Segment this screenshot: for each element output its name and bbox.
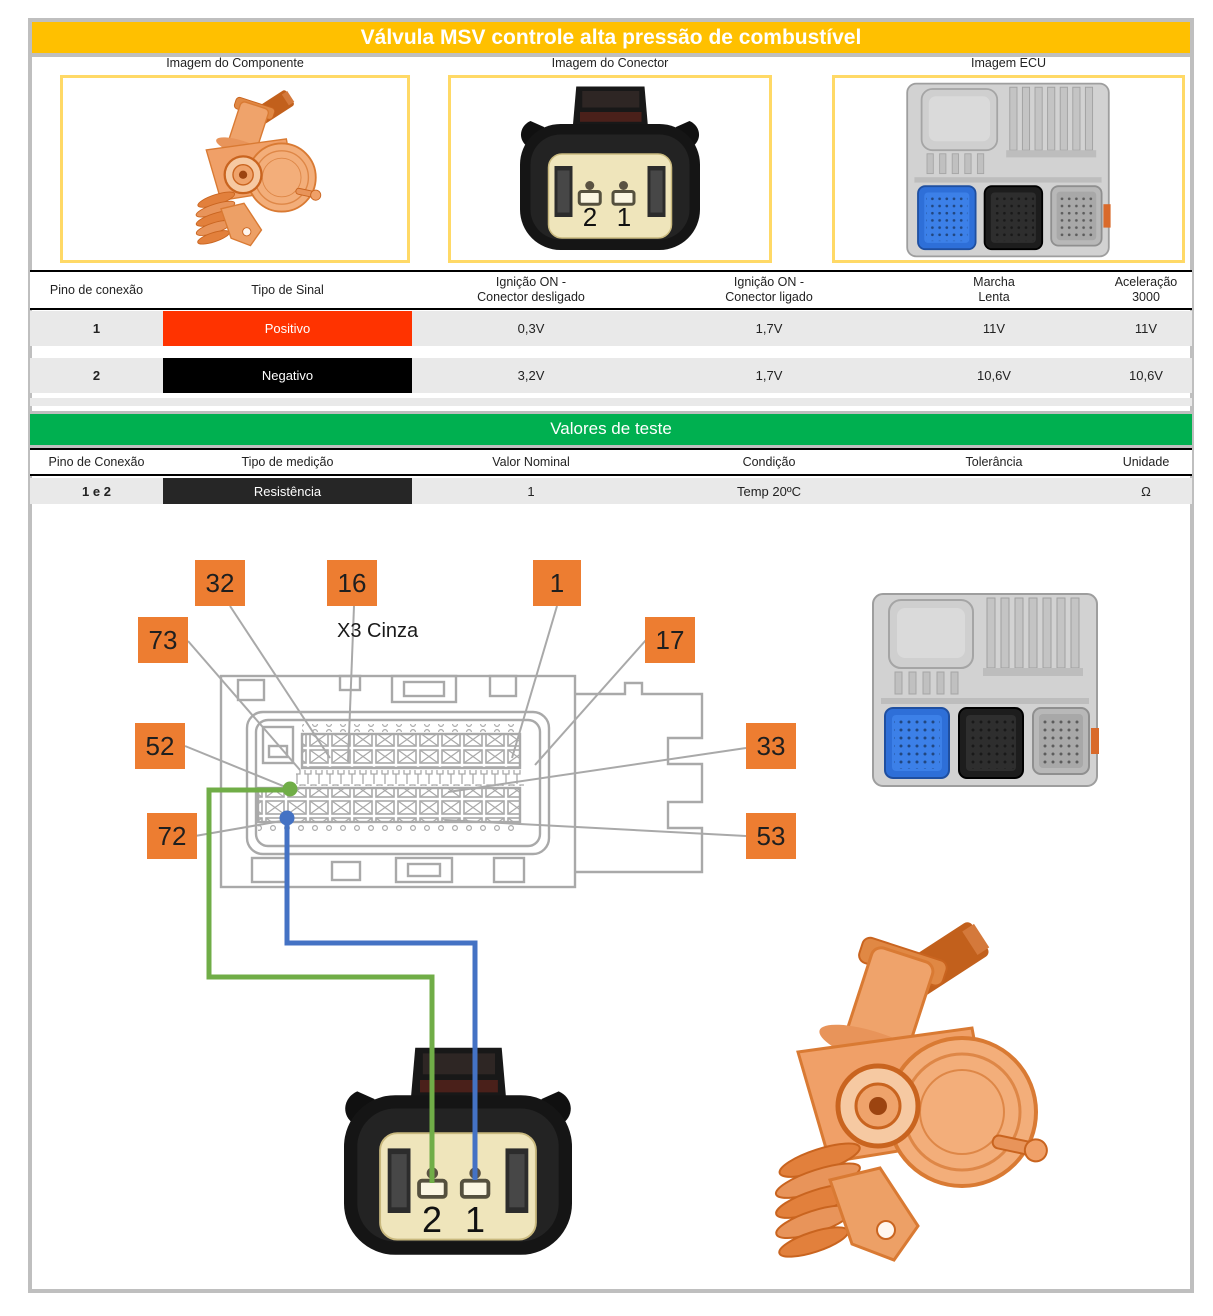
green-wire-terminal bbox=[283, 782, 298, 797]
test-row-condition: Temp 20ºC bbox=[737, 483, 801, 499]
pin-label-52: 52 bbox=[145, 731, 175, 761]
pin-label-72: 72 bbox=[157, 821, 187, 851]
header-idle: Marcha Lenta bbox=[973, 275, 1015, 304]
page-title: Válvula MSV controle alta pressão de combustível bbox=[32, 22, 1190, 57]
header-signal-type: Tipo de Sinal bbox=[251, 282, 324, 297]
x3-connector-drawing bbox=[221, 676, 702, 887]
connector-image-diagram bbox=[344, 1048, 572, 1255]
row1-v3: 11V bbox=[982, 321, 1006, 336]
pin-label-16: 16 bbox=[337, 568, 367, 598]
signal-table-header bbox=[30, 270, 1192, 310]
connector-pin1-label: 1 bbox=[464, 1199, 486, 1240]
pin-label-33: 33 bbox=[756, 731, 786, 761]
blue-wire-terminal bbox=[280, 811, 295, 826]
negative-badge: Negativo bbox=[163, 358, 412, 393]
test-row-pin: 1 e 2 bbox=[82, 483, 111, 499]
fuel-pump-image-diagram bbox=[753, 919, 1049, 1263]
row2-v4: 10,6V bbox=[1129, 368, 1163, 383]
test-table-header bbox=[30, 448, 1192, 476]
row1-signal-cell bbox=[163, 311, 412, 346]
connector-image bbox=[520, 87, 700, 251]
empty-row bbox=[30, 398, 1192, 406]
test-header-unit: Unidade bbox=[1122, 454, 1170, 469]
test-row-nominal: 1 bbox=[527, 483, 535, 499]
row2-v2: 1,7V bbox=[755, 368, 783, 383]
row1-v1: 0,3V bbox=[517, 321, 545, 336]
test-header-tolerance: Tolerância bbox=[965, 454, 1023, 469]
test-header-type: Tipo de medição bbox=[241, 454, 334, 469]
connector-pin2-label: 2 bbox=[582, 202, 598, 232]
fuel-pump-image bbox=[185, 89, 321, 247]
pin-label-1: 1 bbox=[549, 568, 565, 598]
connector-name-label: X3 Cinza bbox=[337, 620, 419, 642]
test-header-nominal: Valor Nominal bbox=[492, 454, 570, 469]
signal-row-2 bbox=[30, 358, 1192, 393]
header-pin: Pino de conexão bbox=[49, 282, 144, 297]
connector-image-caption: Imagem do Conector bbox=[551, 56, 669, 70]
row1-v4: 11V bbox=[1134, 321, 1158, 336]
test-header-condition: Condição bbox=[742, 454, 796, 469]
header-accel: Aceleração 3000 bbox=[1114, 275, 1178, 304]
ecu-image bbox=[907, 84, 1110, 257]
row2-signal-cell bbox=[163, 358, 412, 393]
component-image-caption: Imagem do Componente bbox=[166, 56, 304, 70]
pin-label-17: 17 bbox=[655, 625, 685, 655]
connector-pin2-label: 2 bbox=[421, 1199, 443, 1240]
test-row-unit: Ω bbox=[1141, 483, 1151, 499]
row1-pin: 1 bbox=[92, 321, 101, 336]
test-header-pin: Pino de Conexão bbox=[48, 454, 145, 469]
row1-v2: 1,7V bbox=[755, 321, 783, 336]
images-row-artwork bbox=[30, 54, 1192, 266]
test-values-section-bar: Valores de teste bbox=[30, 411, 1192, 448]
pin-label-32: 32 bbox=[205, 568, 235, 598]
ecu-image-caption: Imagem ECU bbox=[970, 56, 1047, 70]
connector-pin1-label: 1 bbox=[616, 202, 632, 232]
wiring-diagram bbox=[30, 500, 1192, 1290]
pin-label-53: 53 bbox=[756, 821, 786, 851]
positive-badge: Positivo bbox=[163, 311, 412, 346]
pin-label-73: 73 bbox=[148, 625, 178, 655]
ecu-image-diagram bbox=[873, 594, 1099, 786]
header-ignition-off: Ignição ON - Conector desligado bbox=[477, 275, 585, 304]
signal-row-1 bbox=[30, 311, 1192, 346]
row2-v3: 10,6V bbox=[977, 368, 1011, 383]
row2-pin: 2 bbox=[92, 368, 101, 383]
row2-v1: 3,2V bbox=[517, 368, 545, 383]
header-ignition-on: Ignição ON - Conector ligado bbox=[725, 275, 813, 304]
resistance-badge: Resistência bbox=[163, 478, 412, 504]
